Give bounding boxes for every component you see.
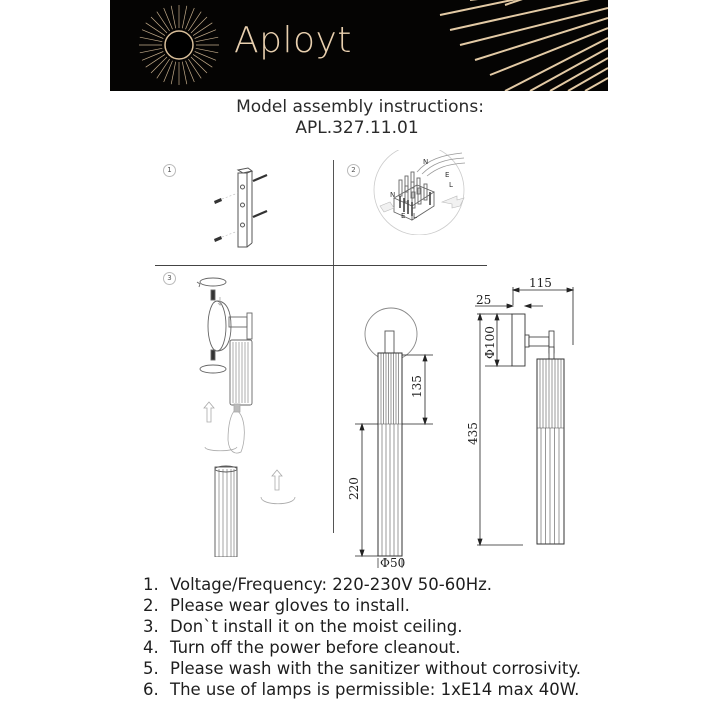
svg-text:N: N [390,191,396,199]
model-number: APL.327.11.01 [295,118,419,138]
page-title: Model assembly instructions: [236,97,484,117]
step-3-badge: 3 [163,272,176,285]
dim-canopy-diameter: Ф100 [483,326,497,359]
svg-text:N: N [423,158,429,166]
dim-lower-height: 220 [347,477,361,500]
step-1-badge: 1 [163,164,176,177]
front-dimension-drawing [335,300,450,568]
instruction-item: 3. Don`t install it on the moist ceiling. [143,617,463,636]
side-dimension-drawing [465,275,595,555]
svg-text:L: L [413,212,417,220]
instruction-item: 4. Turn off the power before cleanout. [143,638,461,657]
dim-canopy-depth: 25 [476,293,492,307]
vertical-divider [333,160,334,533]
dim-diameter: Ф50 [380,556,406,568]
instruction-item: 1. Voltage/Frequency: 220-230V 50-60Hz. [143,575,493,594]
instruction-item: 5. Please wash with the sanitizer without corrosivity. [143,659,582,678]
step-2-badge: 2 [347,164,360,177]
dim-upper-height: 135 [410,375,424,398]
sunburst-decoration-icon [110,0,608,91]
wiring-terminal-icon [372,150,467,235]
instructions-list [143,574,581,700]
exploded-assembly-icon [195,272,315,557]
instruction-item: 2. Please wear gloves to install. [143,596,410,615]
dim-total-height: 435 [466,422,480,445]
svg-text:E: E [401,212,406,220]
mounting-bracket-icon [205,165,275,250]
dim-depth: 115 [529,276,552,290]
svg-text:E: E [445,171,450,179]
brand-banner [110,0,608,91]
svg-text:L: L [449,181,453,189]
horizontal-divider [155,265,487,266]
instruction-item: 6. The use of lamps is permissible: 1xE14 max 40W. [143,680,580,699]
brand-logo: Aployt [234,20,352,61]
